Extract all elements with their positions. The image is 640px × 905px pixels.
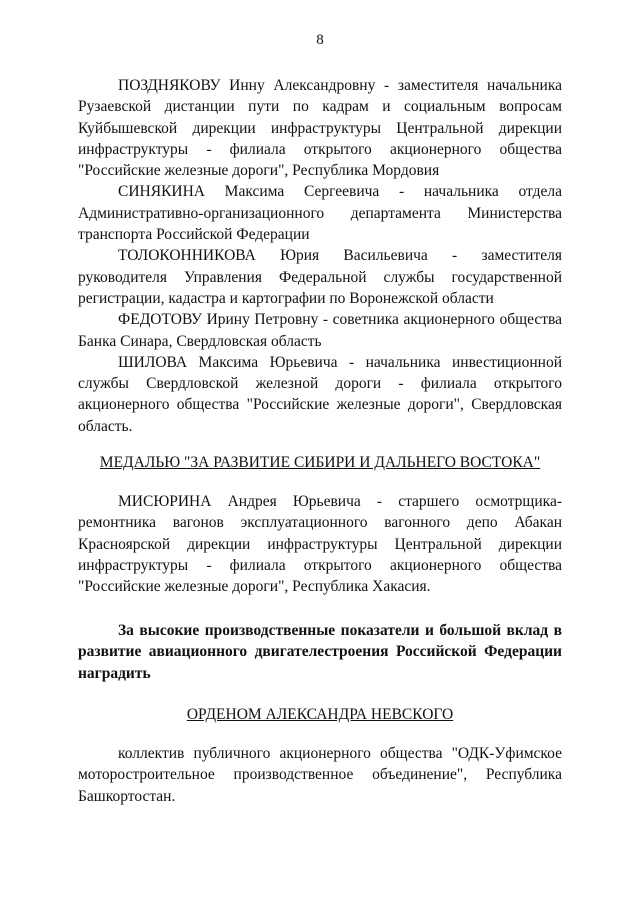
awardee-paragraph-pozdnyakova: ПОЗДНЯКОВУ Инну Александровну - заместителя начальника Рузаевской дистанции пути по кадрам и социальным вопросам Куйбышевской дирекции инфраструктуры Центральной дирекции инфраструктуры - филиала открытого акционерного общества "Российские железные дороги", Республика Мордовия — [78, 77, 562, 180]
order-awardee-paragraph: коллектив публичного акционерного общества "ОДК-Уфимское моторостроительное производственное объединение", Республика Башкортостан. — [78, 745, 562, 805]
awardee-paragraph-sinyakin: СИНЯКИНА Максима Сергеевича - начальника отдела Административно-организационного департамента Министерства транспорта Российской Федерации — [78, 183, 562, 244]
award-intro-paragraph: За высокие производственные показатели и большой вклад в развитие авиационного двигателестроения Российской Федерации наградить — [78, 622, 562, 682]
awardee-paragraph-shilov: ШИЛОВА Максима Юрьевича - начальника инвестиционной службы Свердловской железной дороги - филиала открытого акционерного общества "Российские железные дороги", Свердловская область. — [78, 353, 562, 435]
award-intro-section — [78, 620, 562, 684]
order-section — [78, 743, 562, 807]
awardee-list — [78, 75, 562, 437]
awardee-paragraph-fedotova: ФЕДОТОВУ Ирину Петровну - советника акционерного общества Банка Синара, Свердловская область — [78, 311, 562, 350]
order-heading: ОРДЕНОМ АЛЕКСАНДРА НЕВСКОГО — [186, 706, 454, 723]
awardee-paragraph-tolokonnikov: ТОЛОКОННИКОВА Юрия Васильевича - заместителя руководителя Управления Федеральной службы государственной регистрации, кадастра и картографии по Воронежской области — [78, 247, 562, 307]
medal-heading: МЕДАЛЬЮ "ЗА РАЗВИТИЕ СИБИРИ И ДАЛЬНЕГО ВОСТОКА" — [99, 454, 541, 471]
page-number: 8 — [316, 32, 324, 48]
medal-awardee-paragraph: МИСЮРИНА Андрея Юрьевича - старшего осмотрщика-ремонтника вагонов эксплуатационного вагонного депо Абакан Красноярской дирекции инфраструктуры Центральной дирекции инфраструктуры - филиала открытого акционерного общества "Российские железные дороги", Республика Хакасия. — [78, 493, 562, 596]
medal-section — [78, 491, 562, 597]
